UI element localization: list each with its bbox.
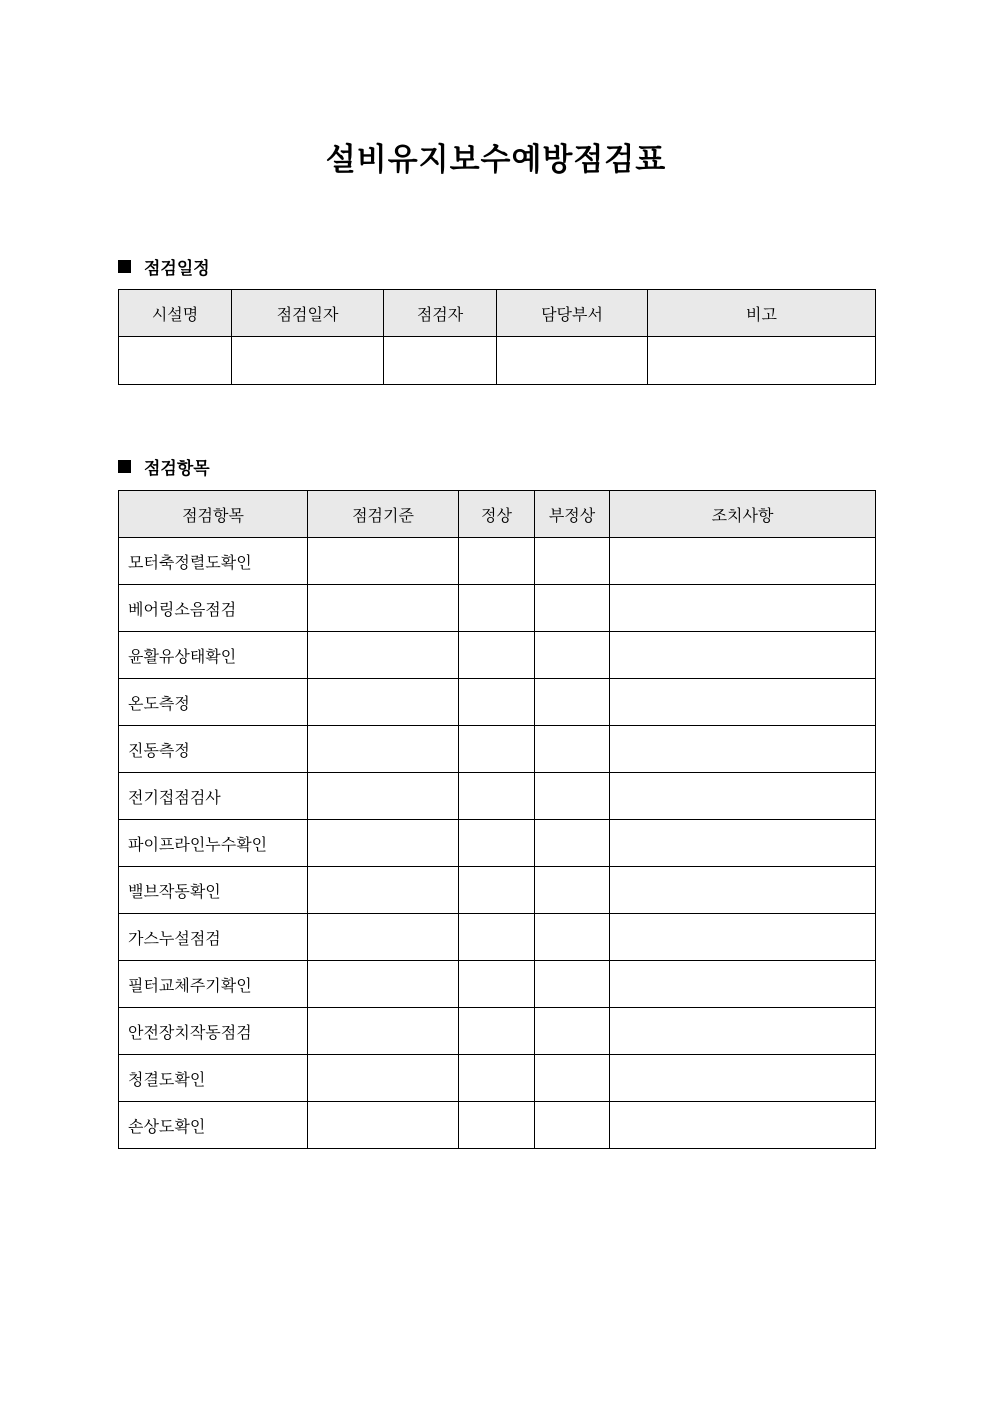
criteria-cell[interactable] [308,914,459,961]
abnormal-cell[interactable] [535,679,610,726]
square-bullet-icon [118,460,131,473]
item-name-cell: 필터교체주기확인 [119,961,308,1008]
item-name-cell: 청결도확인 [119,1055,308,1102]
normal-cell[interactable] [459,914,535,961]
normal-cell[interactable] [459,538,535,585]
item-name-cell: 가스누설점검 [119,914,308,961]
criteria-cell[interactable] [308,961,459,1008]
schedule-col-department: 담당부서 [497,290,648,337]
action-cell[interactable] [610,585,876,632]
abnormal-cell[interactable] [535,726,610,773]
items-col-action: 조치사항 [610,491,876,538]
action-cell[interactable] [610,1055,876,1102]
table-row [119,773,876,820]
action-cell[interactable] [610,867,876,914]
square-bullet-icon [118,260,131,273]
abnormal-cell[interactable] [535,867,610,914]
schedule-entry-row [119,337,876,385]
table-row [119,585,876,632]
criteria-cell[interactable] [308,773,459,820]
schedule-col-facility: 시설명 [119,290,232,337]
action-cell[interactable] [610,961,876,1008]
items-col-normal: 정상 [459,491,535,538]
normal-cell[interactable] [459,820,535,867]
item-name-cell: 파이프라인누수확인 [119,820,308,867]
criteria-cell[interactable] [308,867,459,914]
schedule-col-date: 점검일자 [232,290,384,337]
normal-cell[interactable] [459,632,535,679]
schedule-col-inspector: 점검자 [384,290,497,337]
table-row [119,867,876,914]
schedule-heading-text: 점검일정 [144,259,210,279]
abnormal-cell[interactable] [535,1055,610,1102]
action-cell[interactable] [610,726,876,773]
item-name-cell: 온도측정 [119,679,308,726]
normal-cell[interactable] [459,1102,535,1149]
item-name-cell: 모터축정렬도확인 [119,538,308,585]
abnormal-cell[interactable] [535,773,610,820]
table-row [119,679,876,726]
items-heading-text: 점검항목 [144,459,210,479]
normal-cell[interactable] [459,961,535,1008]
items-col-criteria: 점검기준 [308,491,459,538]
department-cell[interactable] [497,337,648,385]
facility-cell[interactable] [119,337,232,385]
action-cell[interactable] [610,773,876,820]
remarks-cell[interactable] [648,337,876,385]
action-cell[interactable] [610,632,876,679]
items-col-item: 점검항목 [119,491,308,538]
abnormal-cell[interactable] [535,538,610,585]
action-cell[interactable] [610,1102,876,1149]
date-cell[interactable] [232,337,384,385]
criteria-cell[interactable] [308,726,459,773]
table-row [119,1008,876,1055]
item-name-cell: 진동측정 [119,726,308,773]
action-cell[interactable] [610,1008,876,1055]
table-row [119,820,876,867]
table-row [119,726,876,773]
item-name-cell: 전기접점검사 [119,773,308,820]
table-row [119,632,876,679]
table-row [119,961,876,1008]
criteria-cell[interactable] [308,632,459,679]
criteria-cell[interactable] [308,679,459,726]
table-row [119,1102,876,1149]
action-cell[interactable] [610,820,876,867]
schedule-section-heading [118,254,210,279]
criteria-cell[interactable] [308,1008,459,1055]
normal-cell[interactable] [459,867,535,914]
table-row [119,914,876,961]
inspection-items-table [118,490,876,1149]
item-name-cell: 안전장치작동점검 [119,1008,308,1055]
schedule-table [118,289,876,385]
normal-cell[interactable] [459,773,535,820]
abnormal-cell[interactable] [535,585,610,632]
abnormal-cell[interactable] [535,961,610,1008]
abnormal-cell[interactable] [535,914,610,961]
criteria-cell[interactable] [308,585,459,632]
normal-cell[interactable] [459,1008,535,1055]
document-title: 설비유지보수예방점검표 [325,142,667,178]
criteria-cell[interactable] [308,820,459,867]
criteria-cell[interactable] [308,538,459,585]
normal-cell[interactable] [459,679,535,726]
abnormal-cell[interactable] [535,632,610,679]
criteria-cell[interactable] [308,1055,459,1102]
items-body [119,538,876,1149]
table-row [119,538,876,585]
abnormal-cell[interactable] [535,820,610,867]
abnormal-cell[interactable] [535,1102,610,1149]
item-name-cell: 베어링소음점검 [119,585,308,632]
normal-cell[interactable] [459,1055,535,1102]
schedule-col-remarks: 비고 [648,290,876,337]
normal-cell[interactable] [459,726,535,773]
action-cell[interactable] [610,679,876,726]
table-row [119,1055,876,1102]
item-name-cell: 손상도확인 [119,1102,308,1149]
normal-cell[interactable] [459,585,535,632]
inspector-cell[interactable] [384,337,497,385]
abnormal-cell[interactable] [535,1008,610,1055]
schedule-header-row [119,290,876,337]
item-name-cell: 윤활유상태확인 [119,632,308,679]
action-cell[interactable] [610,538,876,585]
items-col-abnormal: 부정상 [535,491,610,538]
action-cell[interactable] [610,914,876,961]
criteria-cell[interactable] [308,1102,459,1149]
item-name-cell: 밸브작동확인 [119,867,308,914]
items-section-heading [118,454,210,479]
items-header-row [119,491,876,538]
